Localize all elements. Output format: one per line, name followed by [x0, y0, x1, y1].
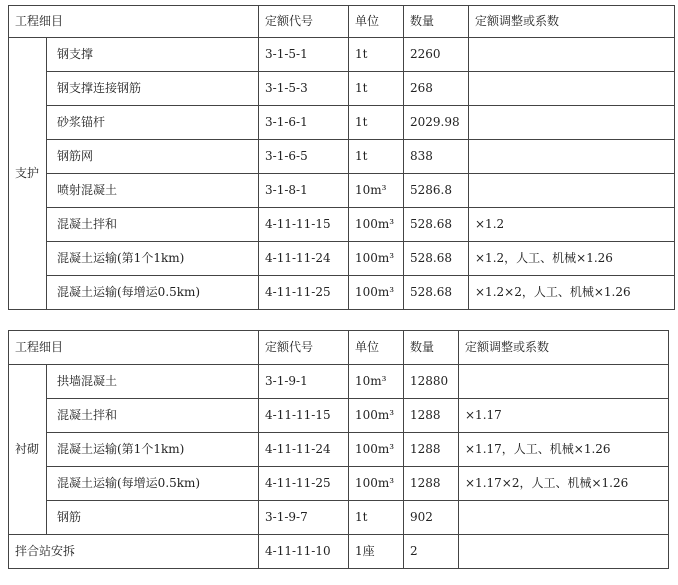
quantity: 1288	[404, 467, 459, 501]
group-label-lining: 衬砌	[9, 365, 47, 535]
quantity: 1288	[404, 399, 459, 433]
item-name: 钢筋网	[47, 140, 259, 174]
item-name: 喷射混凝土	[47, 174, 259, 208]
adjustment	[459, 501, 669, 535]
unit: 10m³	[349, 174, 404, 208]
quantity: 1288	[404, 433, 459, 467]
table-row	[9, 174, 675, 208]
unit: 1t	[349, 501, 404, 535]
quota-code: 3-1-9-7	[259, 501, 349, 535]
table-row	[9, 72, 675, 106]
quota-code: 3-1-9-1	[259, 365, 349, 399]
adjustment: ×1.17，人工、机械×1.26	[459, 433, 669, 467]
adjustment: ×1.2	[469, 208, 675, 242]
quantity: 528.68	[404, 276, 469, 310]
unit: 100m³	[349, 276, 404, 310]
unit: 1t	[349, 106, 404, 140]
header-code: 定额代号	[259, 331, 349, 365]
item-name: 混凝土运输(每增运0.5km)	[47, 276, 259, 310]
adjustment	[469, 72, 675, 106]
item-name: 混凝土拌和	[47, 399, 259, 433]
adjustment	[469, 106, 675, 140]
quantity: 902	[404, 501, 459, 535]
header-item: 工程细目	[9, 331, 259, 365]
unit: 100m³	[349, 399, 404, 433]
quantity: 2029.98	[404, 106, 469, 140]
adjustment: ×1.17	[459, 399, 669, 433]
unit: 1t	[349, 140, 404, 174]
header-adjustment: 定额调整或系数	[469, 6, 675, 38]
item-name: 拌合站安拆	[9, 535, 259, 569]
table-header-row	[9, 6, 675, 38]
unit: 1t	[349, 72, 404, 106]
item-name: 混凝土运输(每增运0.5km)	[47, 467, 259, 501]
unit: 100m³	[349, 242, 404, 276]
quota-code: 4-11-11-25	[259, 276, 349, 310]
quota-code: 4-11-11-25	[259, 467, 349, 501]
header-item: 工程细目	[9, 6, 259, 38]
quota-code: 3-1-5-3	[259, 72, 349, 106]
quota-table-lining	[8, 330, 669, 569]
quota-code: 3-1-6-1	[259, 106, 349, 140]
table-row	[9, 140, 675, 174]
unit: 100m³	[349, 467, 404, 501]
table-row	[9, 208, 675, 242]
quota-table-support	[8, 5, 675, 310]
table-header-row	[9, 331, 669, 365]
unit: 1座	[349, 535, 404, 569]
adjustment	[469, 38, 675, 72]
unit: 100m³	[349, 433, 404, 467]
quantity: 528.68	[404, 208, 469, 242]
adjustment	[459, 365, 669, 399]
table-row	[9, 38, 675, 72]
item-name: 钢支撑	[47, 38, 259, 72]
unit: 100m³	[349, 208, 404, 242]
item-name: 混凝土拌和	[47, 208, 259, 242]
unit: 10m³	[349, 365, 404, 399]
quota-code: 3-1-8-1	[259, 174, 349, 208]
item-name: 钢筋	[47, 501, 259, 535]
table-row	[9, 106, 675, 140]
quantity: 268	[404, 72, 469, 106]
group-label-support: 支护	[9, 38, 47, 310]
quantity: 528.68	[404, 242, 469, 276]
adjustment	[469, 174, 675, 208]
quota-code: 3-1-5-1	[259, 38, 349, 72]
header-unit: 单位	[349, 6, 404, 38]
quota-code: 4-11-11-15	[259, 399, 349, 433]
adjustment	[469, 140, 675, 174]
header-adjustment: 定额调整或系数	[459, 331, 669, 365]
quantity: 5286.8	[404, 174, 469, 208]
item-name: 拱墙混凝土	[47, 365, 259, 399]
table-row-footer	[9, 535, 669, 569]
table-row	[9, 467, 669, 501]
table-row	[9, 501, 669, 535]
quota-code: 4-11-11-15	[259, 208, 349, 242]
adjustment: ×1.2×2，人工、机械×1.26	[469, 276, 675, 310]
item-name: 混凝土运输(第1个1km)	[47, 433, 259, 467]
header-code: 定额代号	[259, 6, 349, 38]
quota-code: 3-1-6-5	[259, 140, 349, 174]
header-qty: 数量	[404, 6, 469, 38]
item-name: 混凝土运输(第1个1km)	[47, 242, 259, 276]
header-unit: 单位	[349, 331, 404, 365]
quantity: 12880	[404, 365, 459, 399]
quantity: 838	[404, 140, 469, 174]
table-row	[9, 399, 669, 433]
item-name: 砂浆锚杆	[47, 106, 259, 140]
quota-code: 4-11-11-24	[259, 433, 349, 467]
unit: 1t	[349, 38, 404, 72]
quota-code: 4-11-11-24	[259, 242, 349, 276]
table-row	[9, 365, 669, 399]
item-name: 钢支撑连接钢筋	[47, 72, 259, 106]
header-qty: 数量	[404, 331, 459, 365]
table-row	[9, 242, 675, 276]
quantity: 2	[404, 535, 459, 569]
adjustment: ×1.2，人工、机械×1.26	[469, 242, 675, 276]
adjustment	[459, 535, 669, 569]
table-row	[9, 433, 669, 467]
quantity: 2260	[404, 38, 469, 72]
adjustment: ×1.17×2，人工、机械×1.26	[459, 467, 669, 501]
quota-code: 4-11-11-10	[259, 535, 349, 569]
table-row	[9, 276, 675, 310]
